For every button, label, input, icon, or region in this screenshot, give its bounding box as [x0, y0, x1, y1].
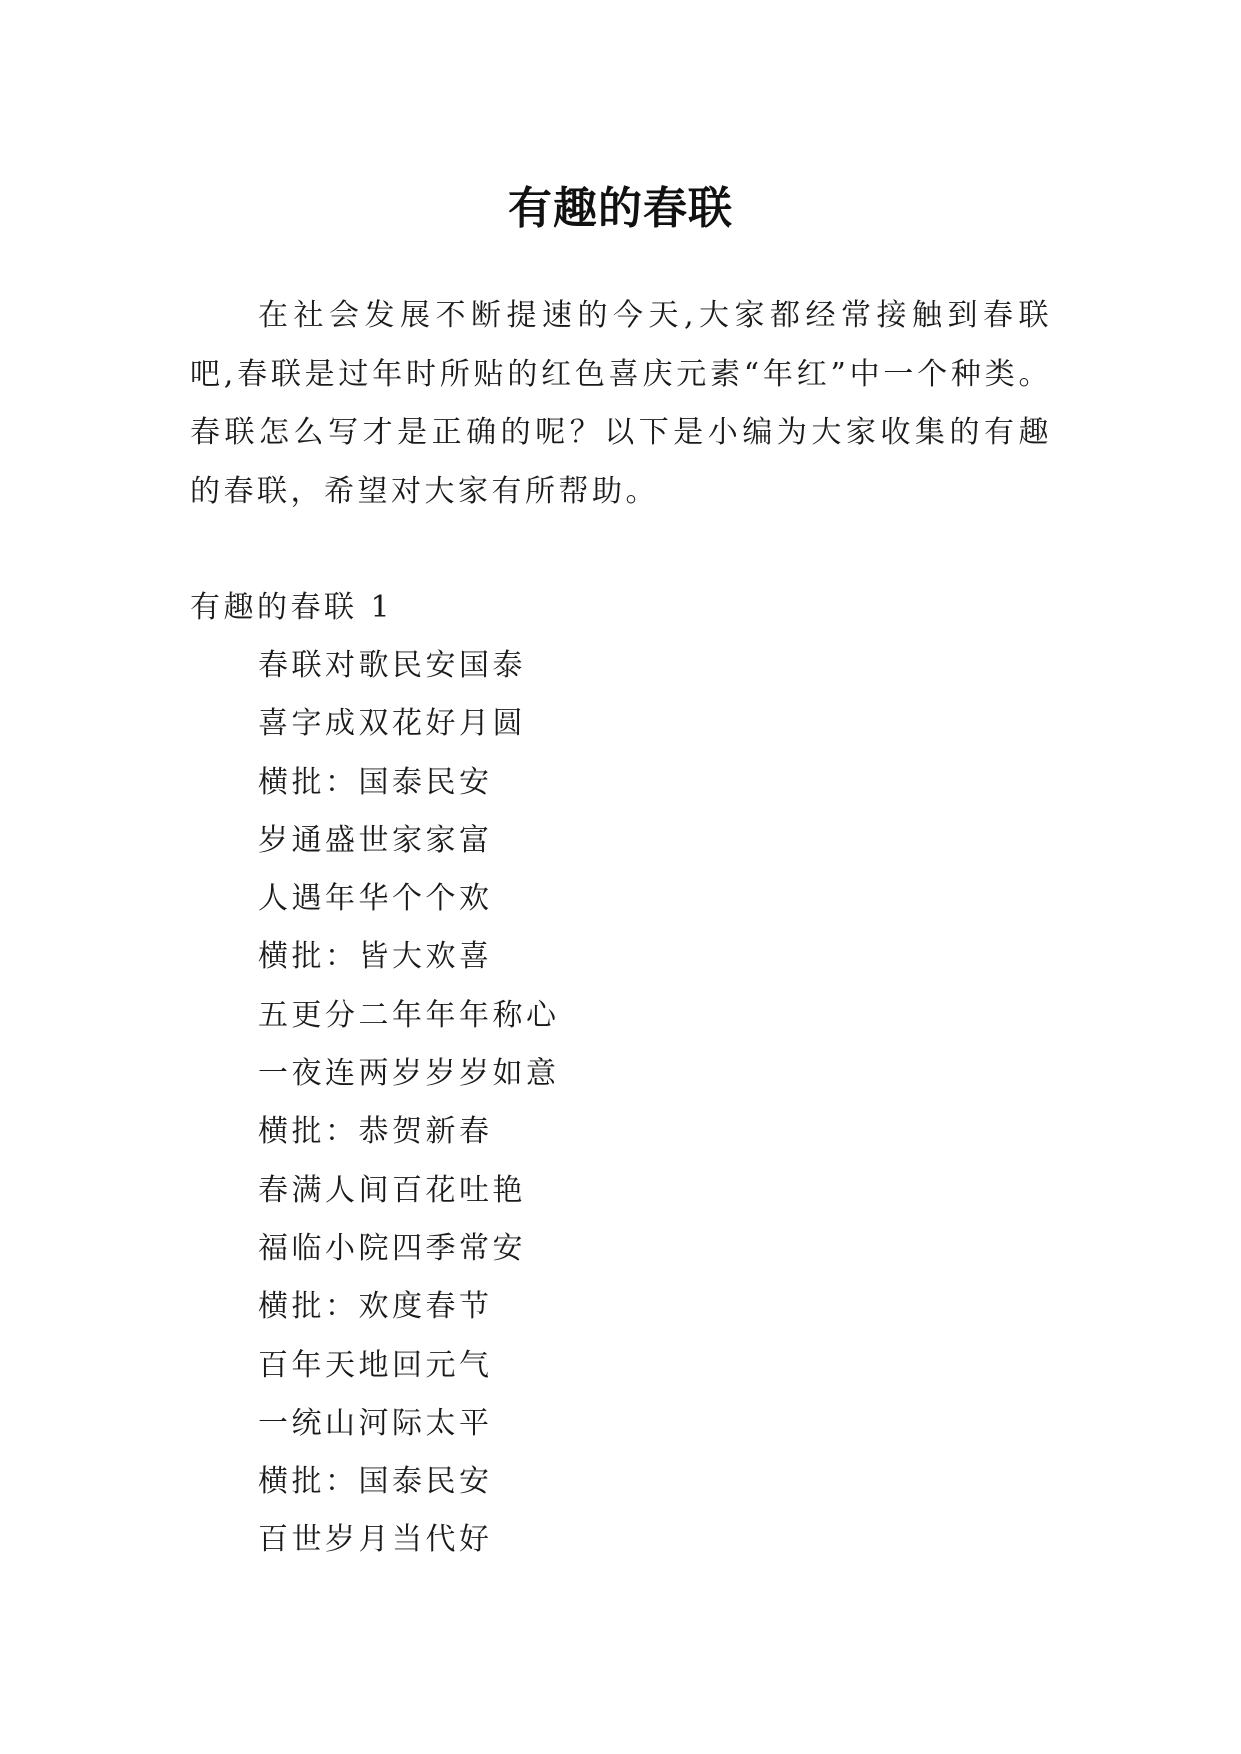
couplet-line: 一夜连两岁岁岁如意 [258, 1056, 560, 1092]
couplet-line: 横批：国泰民安 [258, 764, 493, 800]
couplet-line: 五更分二年年年称心 [258, 997, 560, 1033]
couplet-line: 一统山河际太平 [258, 1405, 493, 1441]
couplet-line: 春联对歌民安国泰 [258, 648, 526, 683]
couplet-line: 横批：恭贺新春 [258, 1114, 493, 1150]
couplet-line: 横批：国泰民安 [258, 1464, 493, 1500]
couplet-line: 百年天地回元气 [258, 1347, 493, 1383]
couplet-line: 春满人间百花吐艳 [258, 1172, 526, 1208]
couplet-line: 百世岁月当代好 [258, 1522, 493, 1558]
couplet-line: 人遇年华个个欢 [258, 881, 493, 917]
page-title: 有趣的春联 [508, 183, 733, 235]
couplet-line: 横批：欢度春节 [258, 1289, 493, 1325]
couplet-line: 横批：皆大欢喜 [258, 939, 493, 975]
couplet-line: 岁通盛世家家富 [258, 822, 493, 858]
intro-paragraph: 在社会发展不断提速的今天,大家都经常接触到春联吧,春联是过年时所贴的红色喜庆元素“年红”中一个种类。春联怎么写才是正确的呢？以下是小编为大家收集的有趣的春联，希望对大家有所帮助。 [190, 298, 1052, 509]
couplet-line: 福临小院四季常安 [258, 1230, 526, 1266]
section-heading: 有趣的春联 1 [190, 590, 394, 625]
couplet-line: 喜字成双花好月圆 [258, 706, 526, 742]
couplet-list [258, 637, 560, 1570]
